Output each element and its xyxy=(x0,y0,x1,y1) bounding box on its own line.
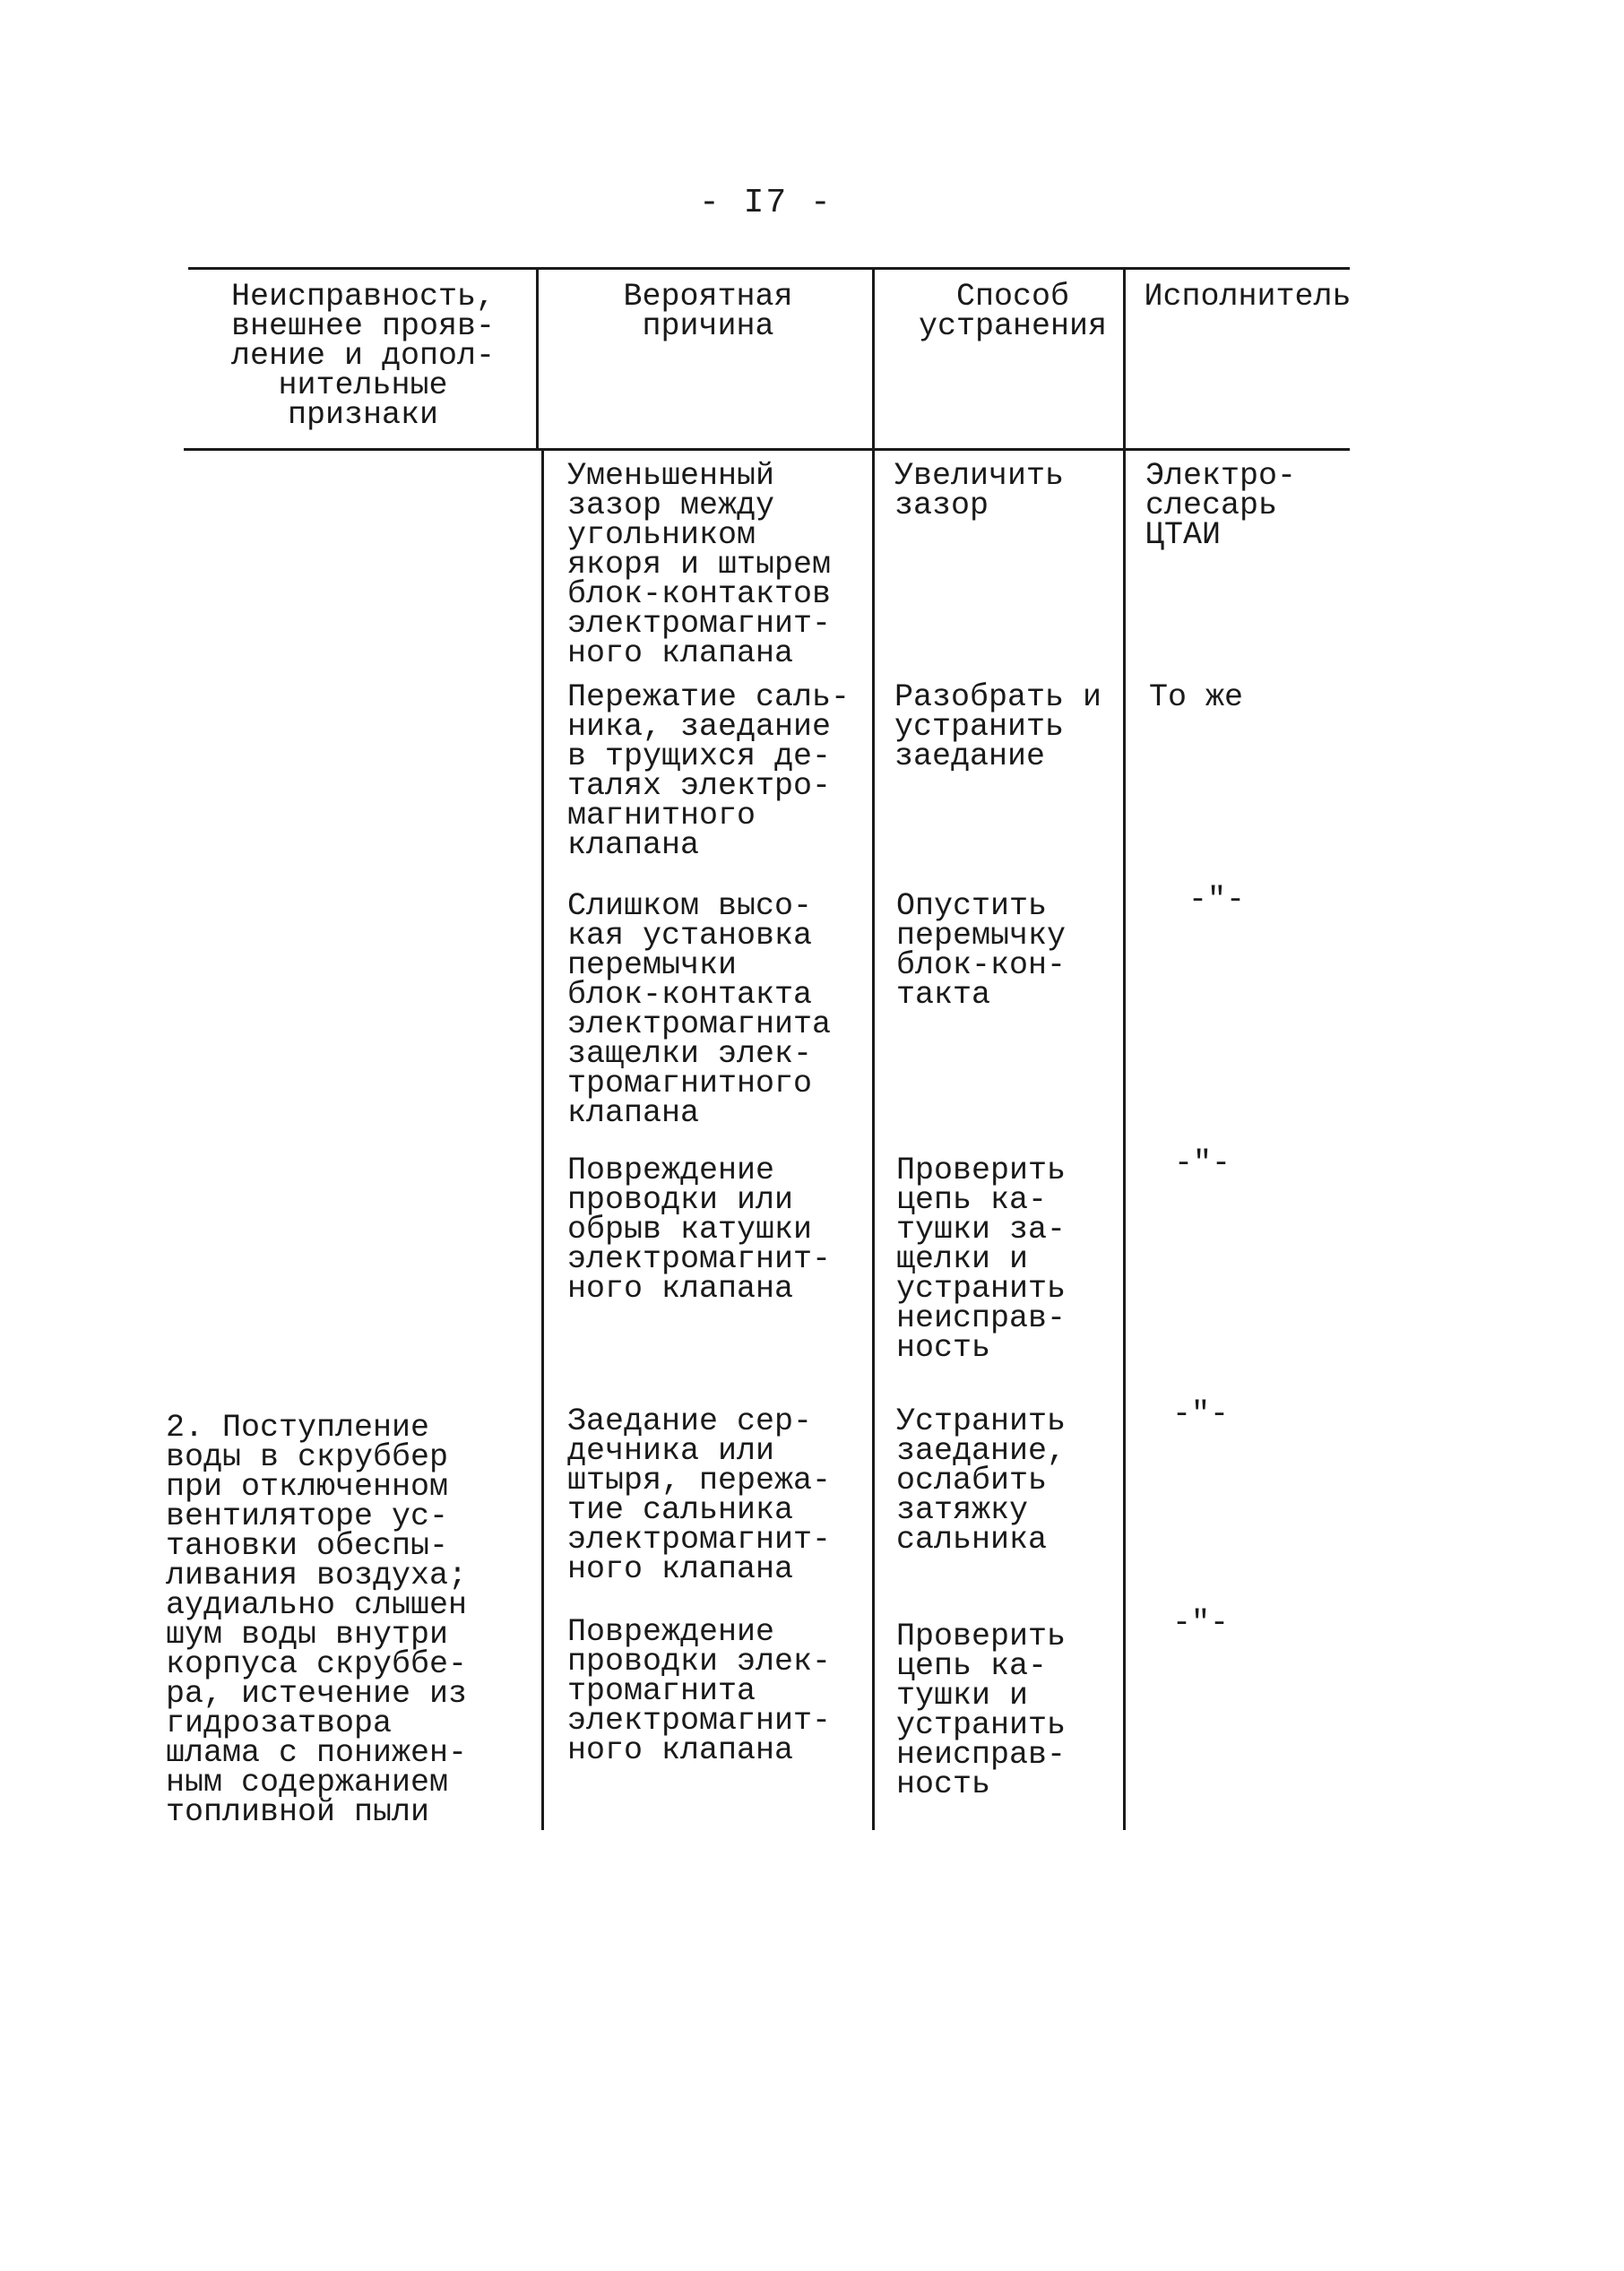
row-1-performer: Электро- слесарь ЦТАИ xyxy=(1145,458,1297,553)
column-divider-3 xyxy=(1123,267,1126,1830)
row-4-remedy: Проверить цепь ка- тушки за- щелки и устранить неисправ- ность xyxy=(896,1153,1067,1366)
page-number: - I7 - xyxy=(699,184,833,222)
row-3-remedy: Опустить перемычку блок-кон- такта xyxy=(896,888,1067,1013)
header-malfunction: Неисправность, внешнее прояв- ление и допол- нительные признаки xyxy=(230,279,496,433)
row-4-performer: -"- xyxy=(1174,1145,1231,1181)
header-performer: Исполнитель xyxy=(1144,279,1352,315)
row-6-remedy: Проверить цепь ка- тушки и устранить неисправ- ность xyxy=(896,1619,1067,1802)
row-2-cause: Пережатие саль- ника, заедание в трущихся де- талях электро- магнитного клапана xyxy=(567,679,851,863)
header-cause: Вероятная причина xyxy=(623,279,793,344)
row-5-performer: -"- xyxy=(1172,1396,1230,1432)
row-1-cause: Уменьшенный зазор между угольником якоря и штырем блок-контактов электромагнит- ного клапана xyxy=(567,458,832,671)
row-2-remedy: Разобрать и устранить заедание xyxy=(894,679,1102,774)
row-1-remedy: Увеличить зазор xyxy=(894,458,1065,523)
column-divider-2 xyxy=(872,267,875,1830)
row-6-performer: -"- xyxy=(1172,1605,1230,1641)
header-remedy: Способ устранения xyxy=(918,279,1108,344)
column-divider-1 xyxy=(536,267,539,451)
row-5-malfunction: 2. Поступление воды в скруббер при отключенном вентиляторе ус- тановки обеспы- ливания воздуха; аудиально слышен шум воды внутри корпуса скруббе- ра, истечение из гидрозатвора шлама с понижен- ным содержанием топливной пыли xyxy=(166,1410,468,1830)
row-2-performer: То же xyxy=(1149,679,1244,715)
row-5-cause: Заедание сер- дечника или штыря, пережа- тие сальника электромагнит- ного клапана xyxy=(567,1403,832,1587)
row-3-performer: -"- xyxy=(1188,882,1246,918)
column-divider-1 xyxy=(541,450,544,1830)
row-6-cause: Повреждение проводки элек- тромагнита электромагнит- ного клапана xyxy=(567,1614,832,1768)
row-3-cause: Слишком высо- кая установка перемычки блок-контакта электромагнита защелки элек- тромагнитного клапана xyxy=(567,888,832,1131)
table-top-rule xyxy=(188,267,1350,270)
row-4-cause: Повреждение проводки или обрыв катушки электромагнит- ного клапана xyxy=(567,1153,832,1307)
row-5-remedy: Устранить заедание, ослабить затяжку сальника xyxy=(896,1403,1067,1558)
header-bottom-rule xyxy=(184,448,1350,451)
